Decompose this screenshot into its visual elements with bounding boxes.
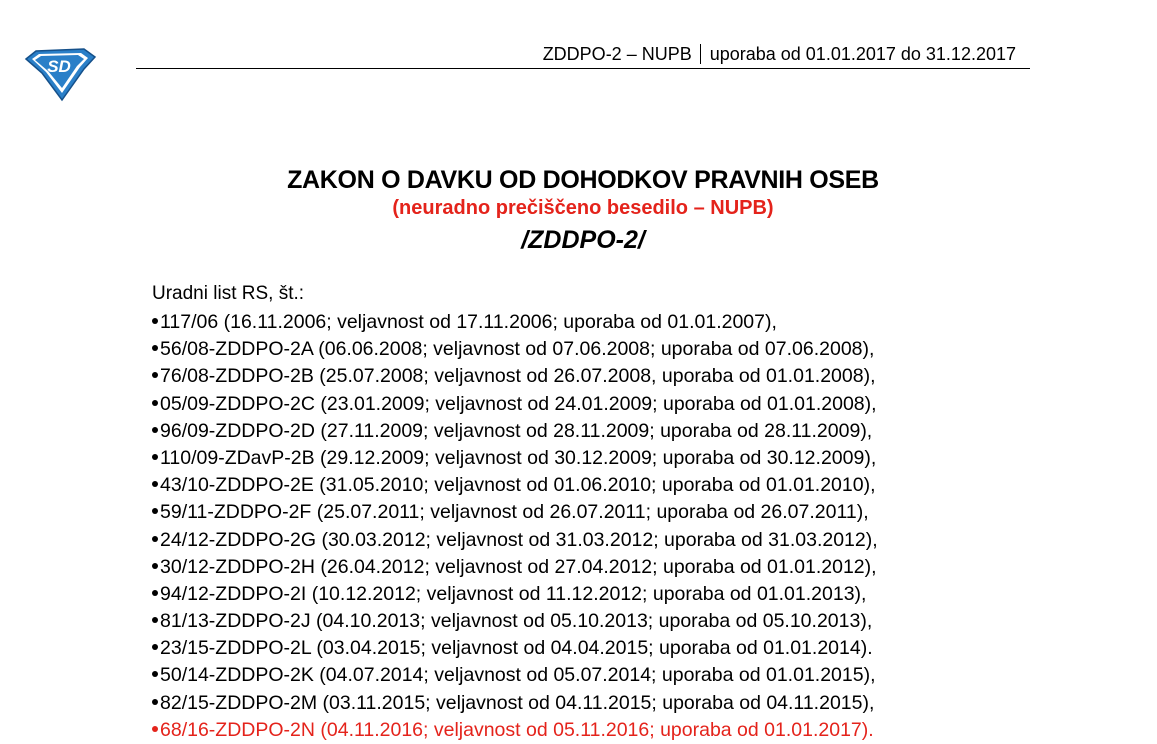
gazette-entry xyxy=(152,363,878,390)
gazette-entry xyxy=(152,445,878,472)
gazette-entry-text: 110/09-ZDavP-2B (29.12.2009; veljavnost od 30.12.2009; uporaba od 30.12.2009), xyxy=(160,446,877,469)
gazette-entry xyxy=(152,499,878,526)
document-code: ZDDPO-2 – NUPB xyxy=(542,44,692,64)
gazette-entry xyxy=(152,472,878,499)
gazette-label: Uradni list RS, št.: xyxy=(152,283,305,304)
page-header xyxy=(136,42,1030,69)
gazette-entry xyxy=(152,554,878,581)
gazette-entries-list xyxy=(152,309,878,744)
gazette-entry-text: 94/12-ZDDPO-2I (10.12.2012; veljavnost od 11.12.2012; uporaba od 01.01.2013), xyxy=(160,582,867,605)
law-subtitle: (neuradno prečiščeno besedilo – NUPB) xyxy=(392,197,774,219)
gazette-entry xyxy=(152,635,878,662)
gazette-entry-text: 30/12-ZDDPO-2H (26.04.2012; veljavnost od 27.04.2012; uporaba od 01.01.2012), xyxy=(160,555,877,578)
gazette-entry-text: 82/15-ZDDPO-2M (03.11.2015; veljavnost od 04.11.2015; uporaba od 04.11.2015), xyxy=(160,691,875,714)
gazette-entry-text: 23/15-ZDDPO-2L (03.04.2015; veljavnost od 04.04.2015; uporaba od 01.01.2014). xyxy=(160,637,873,660)
bullet-icon xyxy=(152,372,158,378)
gazette-entry xyxy=(152,309,878,336)
gazette-entry xyxy=(152,418,878,445)
gazette-entry-text: 76/08-ZDDPO-2B (25.07.2008; veljavnost od 26.07.2008, uporaba od 01.01.2008), xyxy=(160,365,876,388)
gazette-entry xyxy=(152,662,878,689)
gazette-entry-text: 50/14-ZDDPO-2K (04.07.2014; veljavnost od 05.07.2014; uporaba od 01.01.2015), xyxy=(160,664,876,687)
gazette-entry-text: 117/06 (16.11.2006; veljavnost od 17.11.2006; uporaba od 01.01.2007), xyxy=(160,311,777,333)
bullet-icon xyxy=(152,427,158,433)
gazette-entry xyxy=(152,336,878,363)
validity-period: uporaba od 01.01.2017 do 31.12.2017 xyxy=(709,44,1016,64)
bullet-icon xyxy=(152,671,158,677)
law-abbreviation: /ZDDPO-2/ xyxy=(521,226,645,254)
header-text xyxy=(543,44,1016,65)
bullet-icon xyxy=(152,563,158,569)
gazette-entry xyxy=(152,690,878,717)
gazette-entry xyxy=(152,717,878,744)
svg-text:SD: SD xyxy=(47,57,71,76)
gazette-entry-text: 68/16-ZDDPO-2N (04.11.2016; veljavnost od 05.11.2016; uporaba od 01.01.2017). xyxy=(160,718,874,741)
sd-shield-logo-icon xyxy=(22,45,98,103)
gazette-entry-text: 56/08-ZDDPO-2A (06.06.2008; veljavnost od 07.06.2008; uporaba od 07.06.2008), xyxy=(160,338,875,361)
gazette-entry xyxy=(152,608,878,635)
bullet-icon xyxy=(152,454,158,460)
bullet-icon xyxy=(152,644,158,650)
header-separator xyxy=(700,44,701,64)
gazette-entry-text: 43/10-ZDDPO-2E (31.05.2010; veljavnost od 01.06.2010; uporaba od 01.01.2010), xyxy=(160,474,876,497)
law-title: ZAKON O DAVKU OD DOHODKOV PRAVNIH OSEB xyxy=(287,166,879,194)
bullet-icon xyxy=(152,726,158,732)
bullet-icon xyxy=(152,345,158,351)
bullet-icon xyxy=(152,699,158,705)
gazette-entry-text: 24/12-ZDDPO-2G (30.03.2012; veljavnost od 31.03.2012; uporaba od 31.03.2012), xyxy=(160,528,878,551)
bullet-icon xyxy=(152,536,158,542)
bullet-icon xyxy=(152,318,158,324)
gazette-entry-text: 96/09-ZDDPO-2D (27.11.2009; veljavnost od 28.11.2009; uporaba od 28.11.2009), xyxy=(160,419,873,442)
gazette-entry xyxy=(152,527,878,554)
gazette-entry-text: 81/13-ZDDPO-2J (04.10.2013; veljavnost od 05.10.2013; uporaba od 05.10.2013), xyxy=(160,610,873,633)
gazette-entry-text: 59/11-ZDDPO-2F (25.07.2011; veljavnost od 26.07.2011; uporaba od 26.07.2011), xyxy=(160,501,869,524)
bullet-icon xyxy=(152,481,158,487)
bullet-icon xyxy=(152,590,158,596)
bullet-icon xyxy=(152,617,158,623)
gazette-entry xyxy=(152,391,878,418)
gazette-entry-text: 05/09-ZDDPO-2C (23.01.2009; veljavnost od 24.01.2009; uporaba od 01.01.2008), xyxy=(160,392,877,415)
gazette-entry xyxy=(152,581,878,608)
bullet-icon xyxy=(152,400,158,406)
bullet-icon xyxy=(152,508,158,514)
